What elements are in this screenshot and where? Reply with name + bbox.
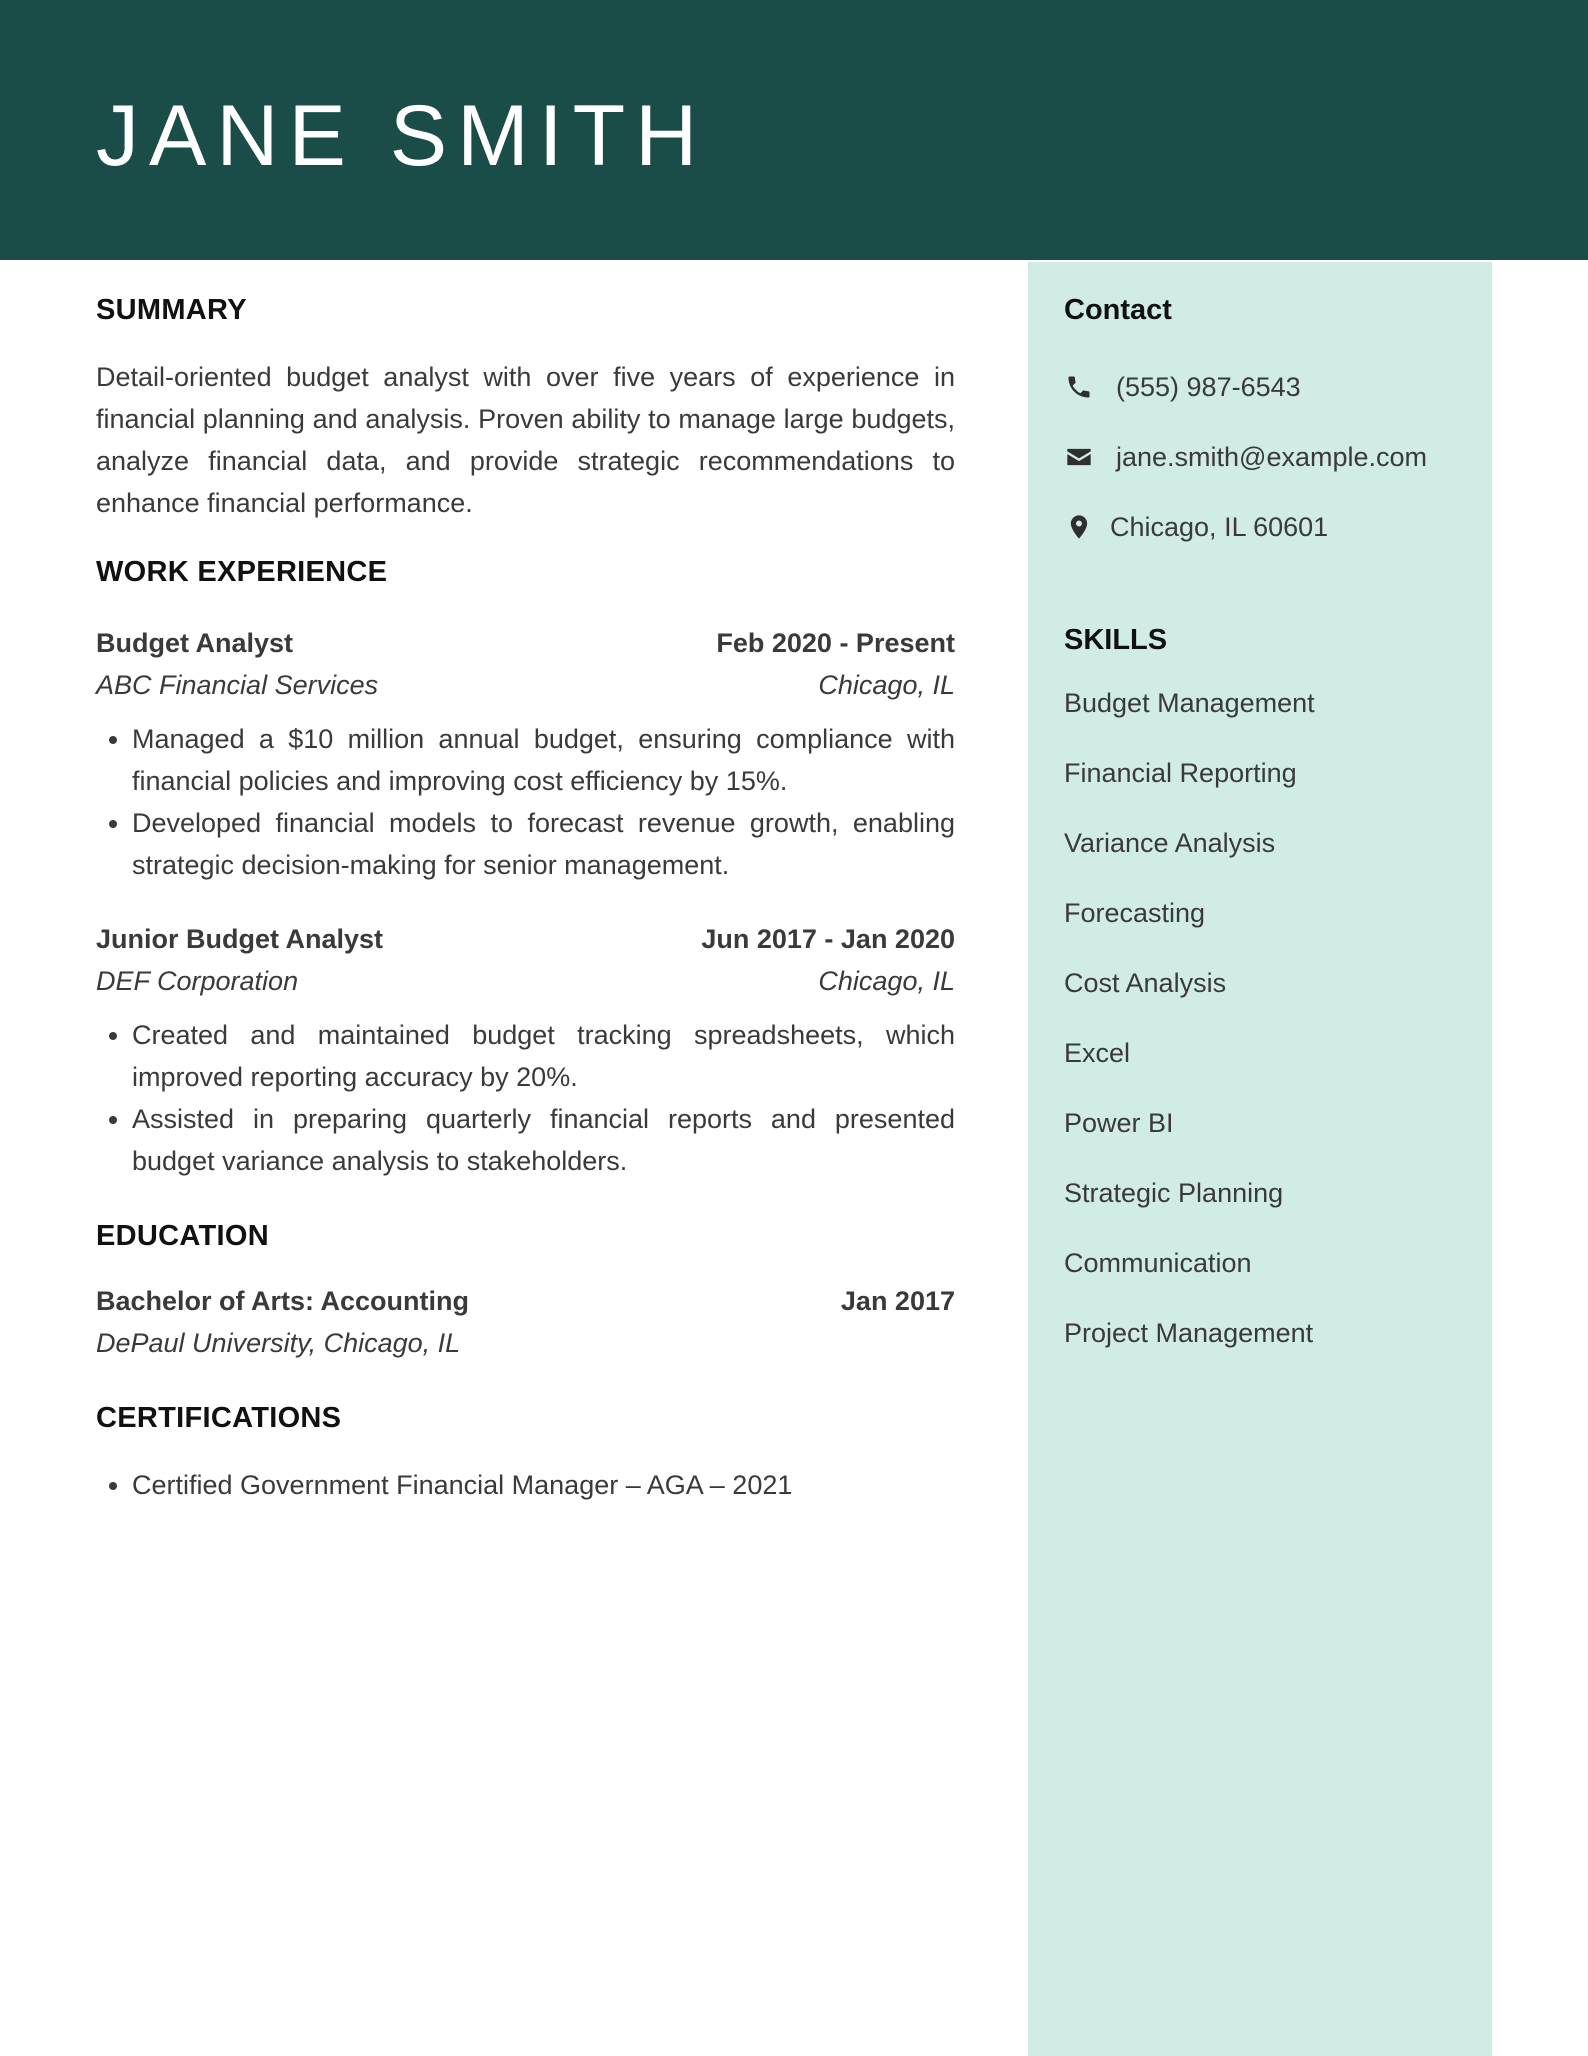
summary-section — [96, 290, 955, 524]
skill-item: Financial Reporting — [1064, 758, 1297, 788]
contact-email — [1064, 422, 1484, 492]
summary-title: SUMMARY — [96, 294, 247, 326]
certification-item: • Certified Government Financial Manager – AGA – 2021 — [132, 1464, 955, 1506]
skill-item: Communication — [1064, 1248, 1252, 1278]
map-pin-icon — [1064, 512, 1094, 542]
education-school: DePaul University, Chicago, IL — [96, 1328, 461, 1358]
job-bullets — [96, 1014, 955, 1182]
skills-title: SKILLS — [1064, 624, 1168, 656]
envelope-icon — [1064, 442, 1094, 472]
main-column — [96, 290, 955, 1506]
certifications-title: CERTIFICATIONS — [96, 1402, 342, 1434]
job-bullet: • Developed financial models to forecast revenue growth, enabling strategic decision-making for senior management. — [132, 802, 955, 886]
job-bullet: • Managed a $10 million annual budget, ensuring compliance with financial policies and improving cost efficiency by 15%. — [132, 718, 955, 802]
education-degree: Bachelor of Arts: Accounting — [96, 1286, 470, 1316]
summary-text: Detail-oriented budget analyst with over five years of experience in financial planning and analysis. Proven ability to manage large budgets, analyze financial data, and provide strategic recommendations to enhance financial performance. — [96, 362, 955, 518]
education-date: Jan 2017 — [840, 1286, 955, 1316]
skill-item: Power BI — [1064, 1108, 1174, 1138]
job-entry — [96, 918, 955, 1182]
experience-section — [96, 552, 955, 1182]
job-role: Junior Budget Analyst — [96, 924, 384, 954]
skill-item: Variance Analysis — [1064, 828, 1276, 858]
skill-item: Cost Analysis — [1064, 968, 1227, 998]
job-bullet: • Assisted in preparing quarterly financial reports and presented budget variance analysis to stakeholders. — [132, 1098, 955, 1182]
skill-item: Budget Management — [1064, 688, 1315, 718]
job-company: DEF Corporation — [96, 966, 299, 996]
job-company: ABC Financial Services — [96, 670, 379, 700]
skills-section — [1064, 620, 1484, 1368]
job-entry — [96, 622, 955, 886]
job-bullet: • Created and maintained budget tracking spreadsheets, which improved reporting accuracy by 20%. — [132, 1014, 955, 1098]
phone-icon — [1064, 372, 1094, 402]
contact-email-text[interactable]: jane.smith@example.com — [1116, 441, 1428, 472]
contact-section — [1064, 290, 1484, 562]
job-bullets — [96, 718, 955, 886]
contact-phone-text: (555) 987-6543 — [1116, 371, 1301, 402]
certifications-list — [96, 1464, 955, 1506]
contact-location — [1064, 492, 1484, 562]
contact-title: Contact — [1064, 294, 1172, 326]
education-section — [96, 1216, 955, 1364]
job-dates: Jun 2017 - Jan 2020 — [701, 924, 955, 954]
contact-location-text: Chicago, IL 60601 — [1110, 511, 1329, 542]
skill-item: Excel — [1064, 1038, 1131, 1068]
skill-item: Forecasting — [1064, 898, 1206, 928]
experience-title: WORK EXPERIENCE — [96, 556, 388, 588]
job-location: Chicago, IL — [818, 966, 955, 996]
job-dates: Feb 2020 - Present — [716, 628, 955, 658]
job-location: Chicago, IL — [818, 670, 955, 700]
education-title: EDUCATION — [96, 1220, 269, 1252]
candidate-name: JANE SMITH — [96, 88, 708, 184]
certifications-section — [96, 1398, 955, 1506]
header-banner — [0, 0, 1588, 260]
skill-item: Project Management — [1064, 1318, 1314, 1348]
contact-phone — [1064, 352, 1484, 422]
skill-item: Strategic Planning — [1064, 1178, 1284, 1208]
job-role: Budget Analyst — [96, 628, 294, 658]
